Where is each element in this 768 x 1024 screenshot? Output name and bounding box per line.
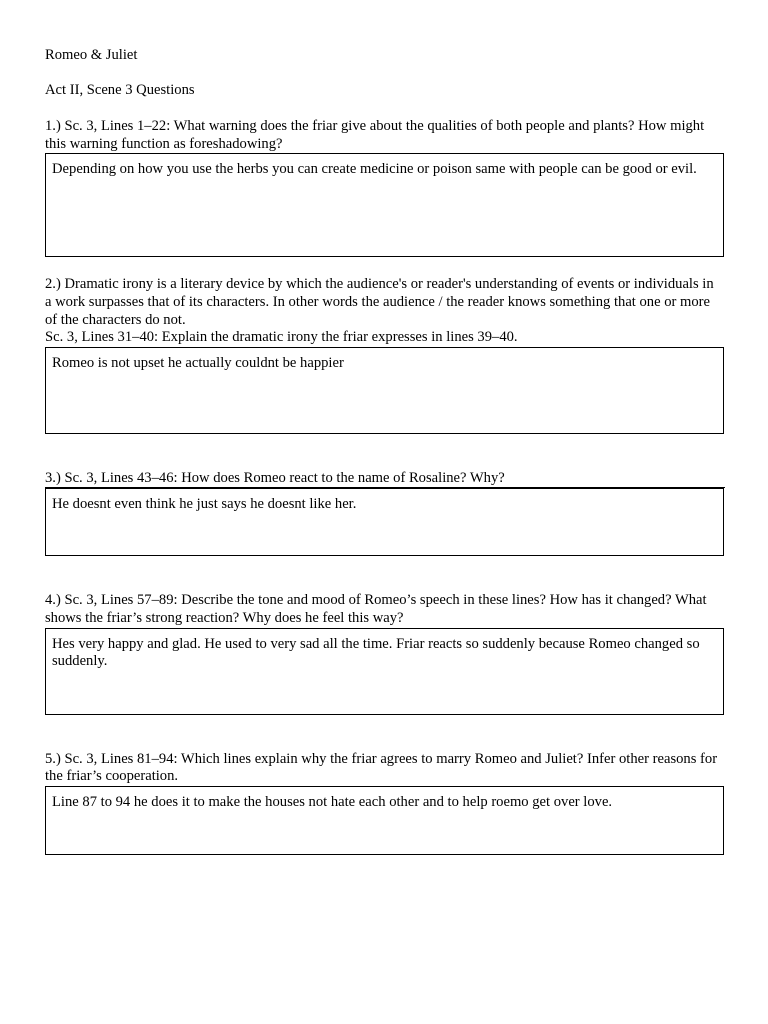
worksheet-page: [45, 47, 725, 855]
question-block-4: [45, 592, 725, 714]
question-prompt-2-subquestion: Sc. 3, Lines 31–40: Explain the dramatic irony the friar expresses in lines 39–40.: [45, 329, 518, 346]
question-block-3: [45, 470, 725, 557]
question-prompt-4: 4.) Sc. 3, Lines 57–89: Describe the tone and mood of Romeo’s speech in these lines? How has it changed? What shows the friar’s strong reaction? Why does he feel this way?: [45, 592, 707, 626]
question-prompt-1: 1.) Sc. 3, Lines 1–22: What warning does the friar give about the qualities of both people and plants? How might this warning function as foreshadowing?: [45, 118, 705, 152]
document-title: Romeo & Juliet: [45, 47, 138, 63]
question-block-5: [45, 751, 725, 855]
question-prompt-2: 2.) Dramatic irony is a literary device by which the audience's or reader's understanding of events or individuals in a work surpasses that of its characters. In other words the audience / the reader knows something that one or more of the characters do not.: [45, 276, 714, 328]
question-block-1: [45, 118, 725, 257]
answer-box-2[interactable]: Romeo is not upset he actually couldnt be happier: [45, 347, 724, 434]
answer-box-5[interactable]: Line 87 to 94 he does it to make the houses not hate each other and to help roemo get over love.: [45, 786, 724, 855]
question-prompt-5: 5.) Sc. 3, Lines 81–94: Which lines explain why the friar agrees to marry Romeo and Juliet? Infer other reasons for the friar’s cooperation.: [45, 750, 718, 785]
question-block-2: [45, 276, 725, 433]
question-prompt-3: 3.) Sc. 3, Lines 43–46: How does Romeo react to the name of Rosaline? Why?: [45, 470, 725, 489]
answer-box-3[interactable]: He doesnt even think he just says he doesnt like her.: [45, 488, 724, 556]
document-subtitle: Act II, Scene 3 Questions: [45, 81, 195, 98]
answer-box-1[interactable]: Depending on how you use the herbs you can create medicine or poison same with people can be good or evil.: [45, 153, 724, 257]
answer-box-4[interactable]: Hes very happy and glad. He used to very sad all the time. Friar reacts so suddenly because Romeo changed so suddenly.: [45, 628, 724, 715]
